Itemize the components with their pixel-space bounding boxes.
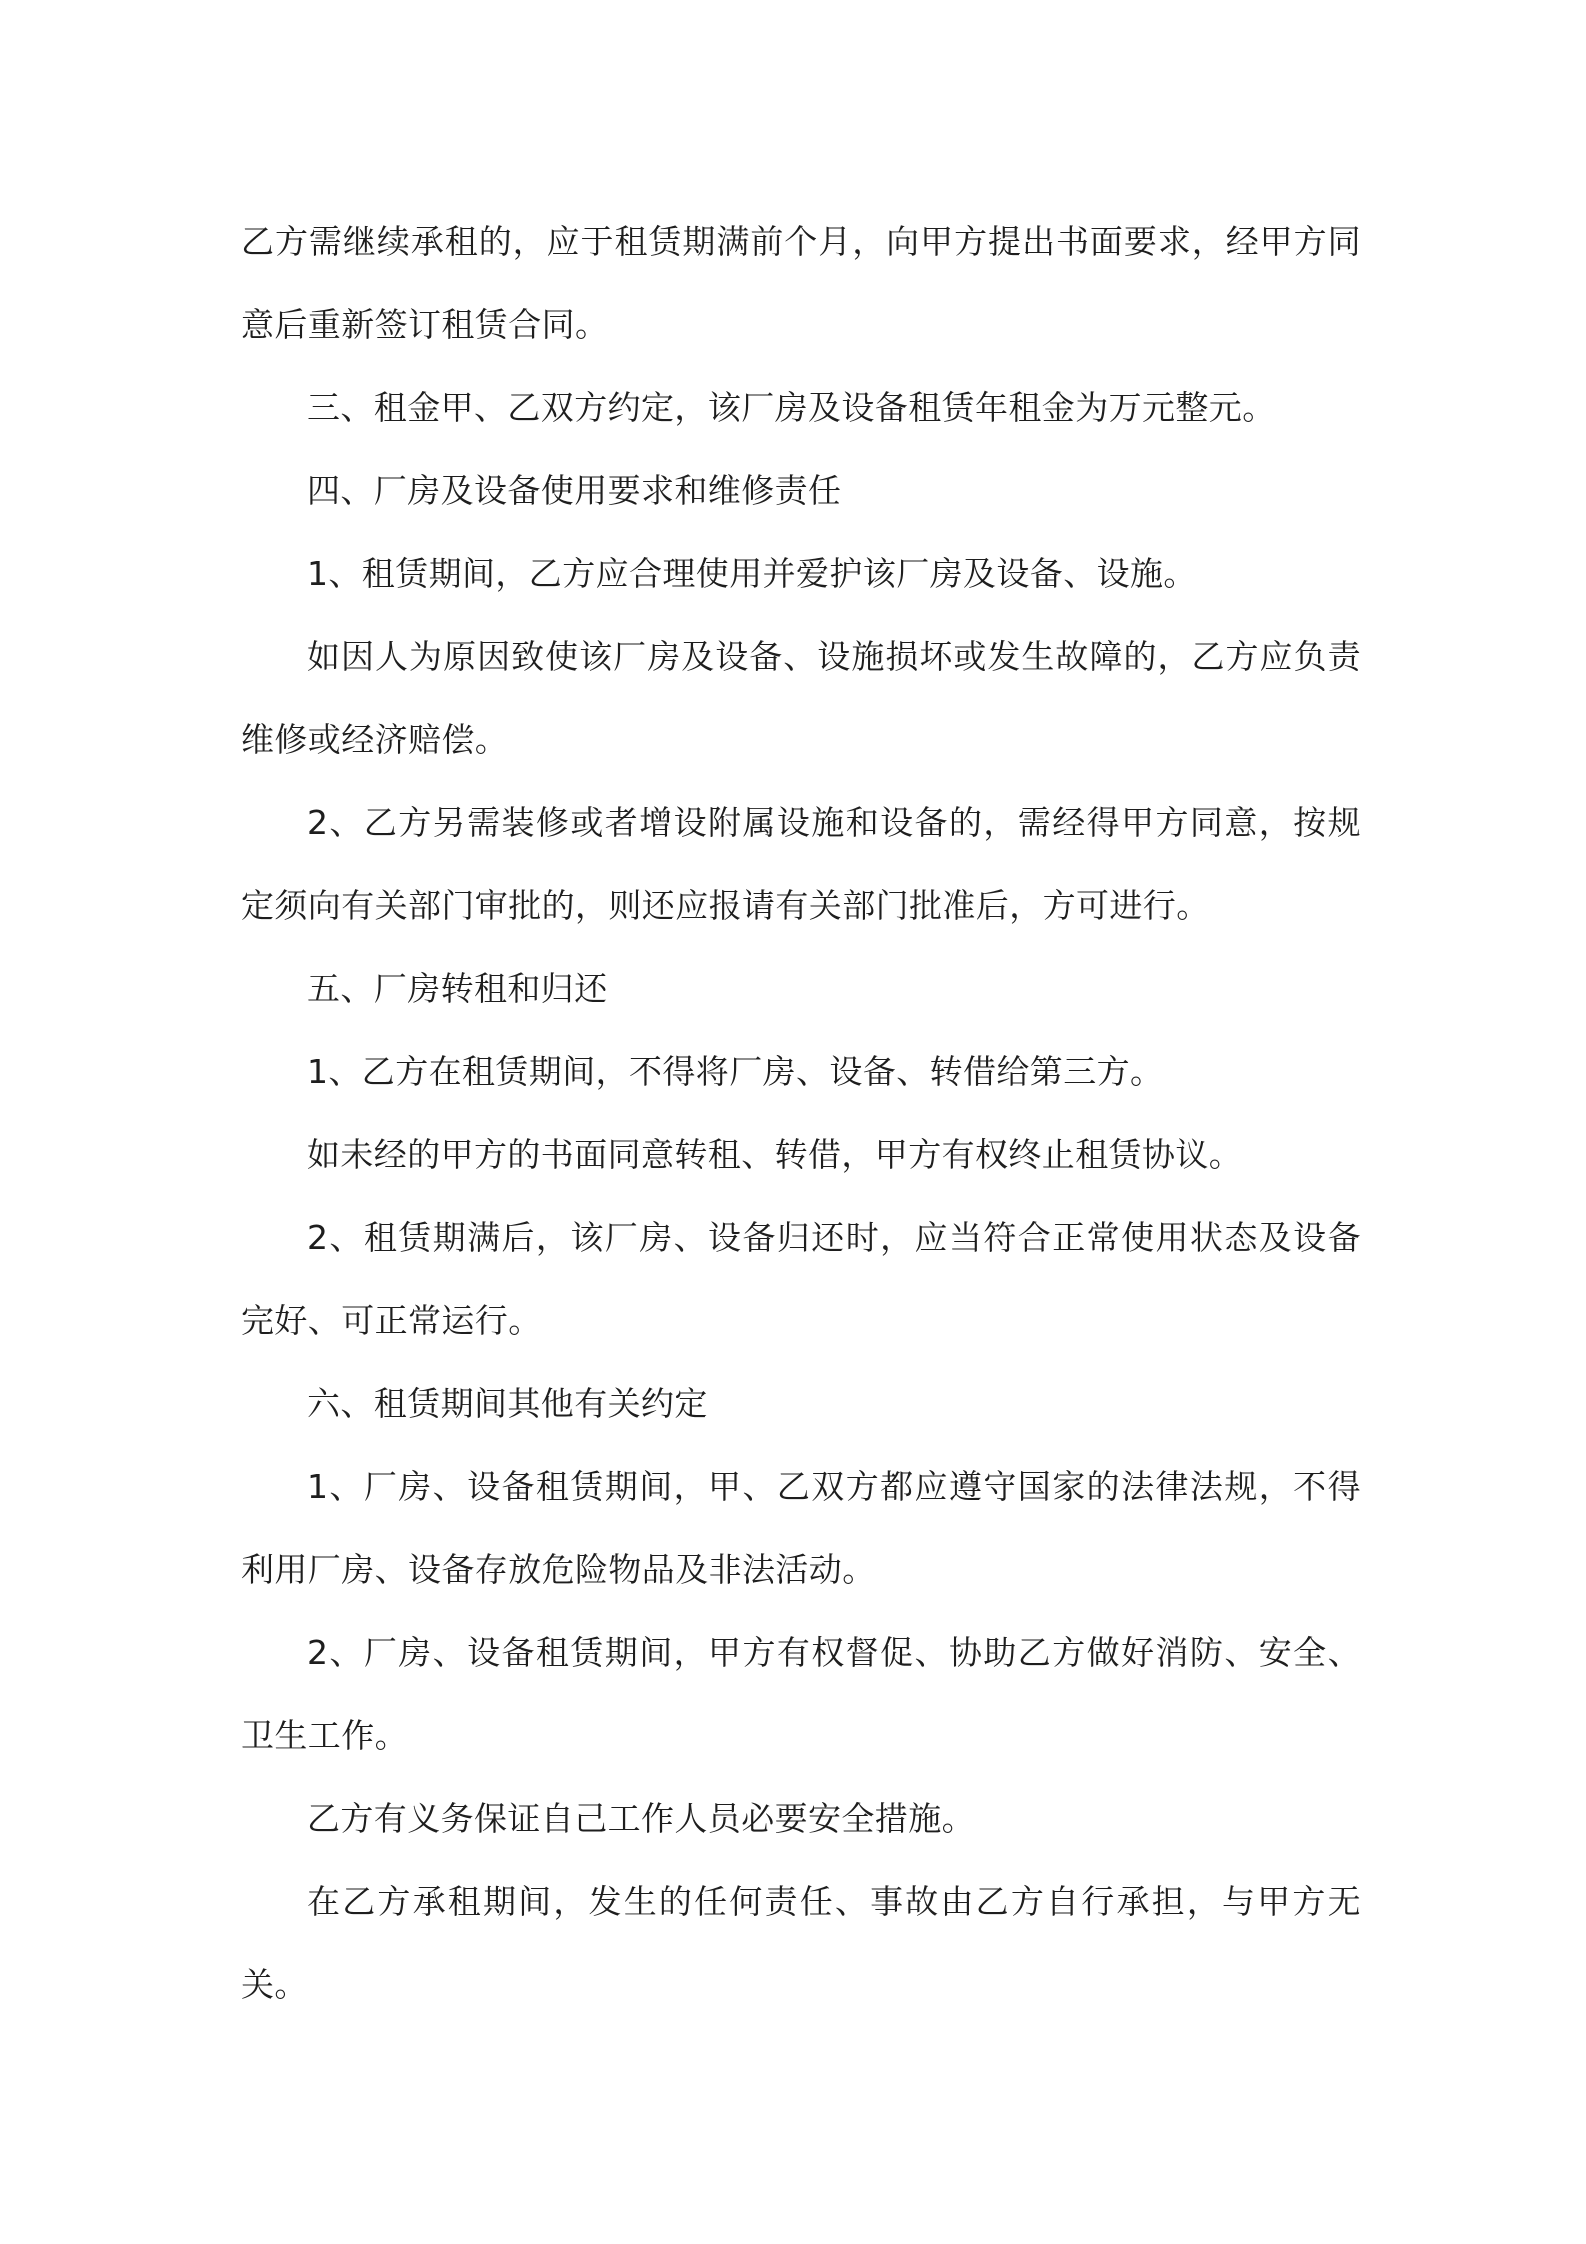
paragraph: 2、厂房、设备租赁期间，甲方有权督促、协助乙方做好消防、安全、卫生工作。 xyxy=(241,1633,1361,1755)
paragraph: 2、乙方另需装修或者增设附属设施和设备的，需经得甲方同意，按规定须向有关部门审批的，则还应报请有关部门批准后，方可进行。 xyxy=(241,803,1361,925)
section-heading: 四、厂房及设备使用要求和维修责任 xyxy=(307,471,842,510)
paragraph: 三、租金甲、乙双方约定，该厂房及设备租赁年租金为万元整元。 xyxy=(307,388,1276,427)
paragraph: 1、厂房、设备租赁期间，甲、乙双方都应遵守国家的法律法规，不得利用厂房、设备存放危险物品及非法活动。 xyxy=(241,1467,1361,1589)
document-body xyxy=(241,200,1361,2026)
paragraph: 1、乙方在租赁期间，不得将厂房、设备、转借给第三方。 xyxy=(307,1052,1164,1091)
paragraph: 如未经的甲方的书面同意转租、转借，甲方有权终止租赁协议。 xyxy=(307,1135,1243,1174)
paragraph: 乙方需继续承租的，应于租赁期满前个月，向甲方提出书面要求，经甲方同意后重新签订租赁合同。 xyxy=(241,222,1361,344)
paragraph: 在乙方承租期间，发生的任何责任、事故由乙方自行承担，与甲方无关。 xyxy=(241,1882,1361,2004)
paragraph: 如因人为原因致使该厂房及设备、设施损坏或发生故障的，乙方应负责维修或经济赔偿。 xyxy=(241,637,1361,759)
paragraph: 乙方有义务保证自己工作人员必要安全措施。 xyxy=(307,1799,975,1838)
paragraph: 2、租赁期满后，该厂房、设备归还时，应当符合正常使用状态及设备完好、可正常运行。 xyxy=(241,1218,1361,1340)
section-heading: 六、租赁期间其他有关约定 xyxy=(307,1384,708,1423)
section-heading: 五、厂房转租和归还 xyxy=(307,969,608,1008)
paragraph: 1、租赁期间，乙方应合理使用并爱护该厂房及设备、设施。 xyxy=(307,554,1197,593)
